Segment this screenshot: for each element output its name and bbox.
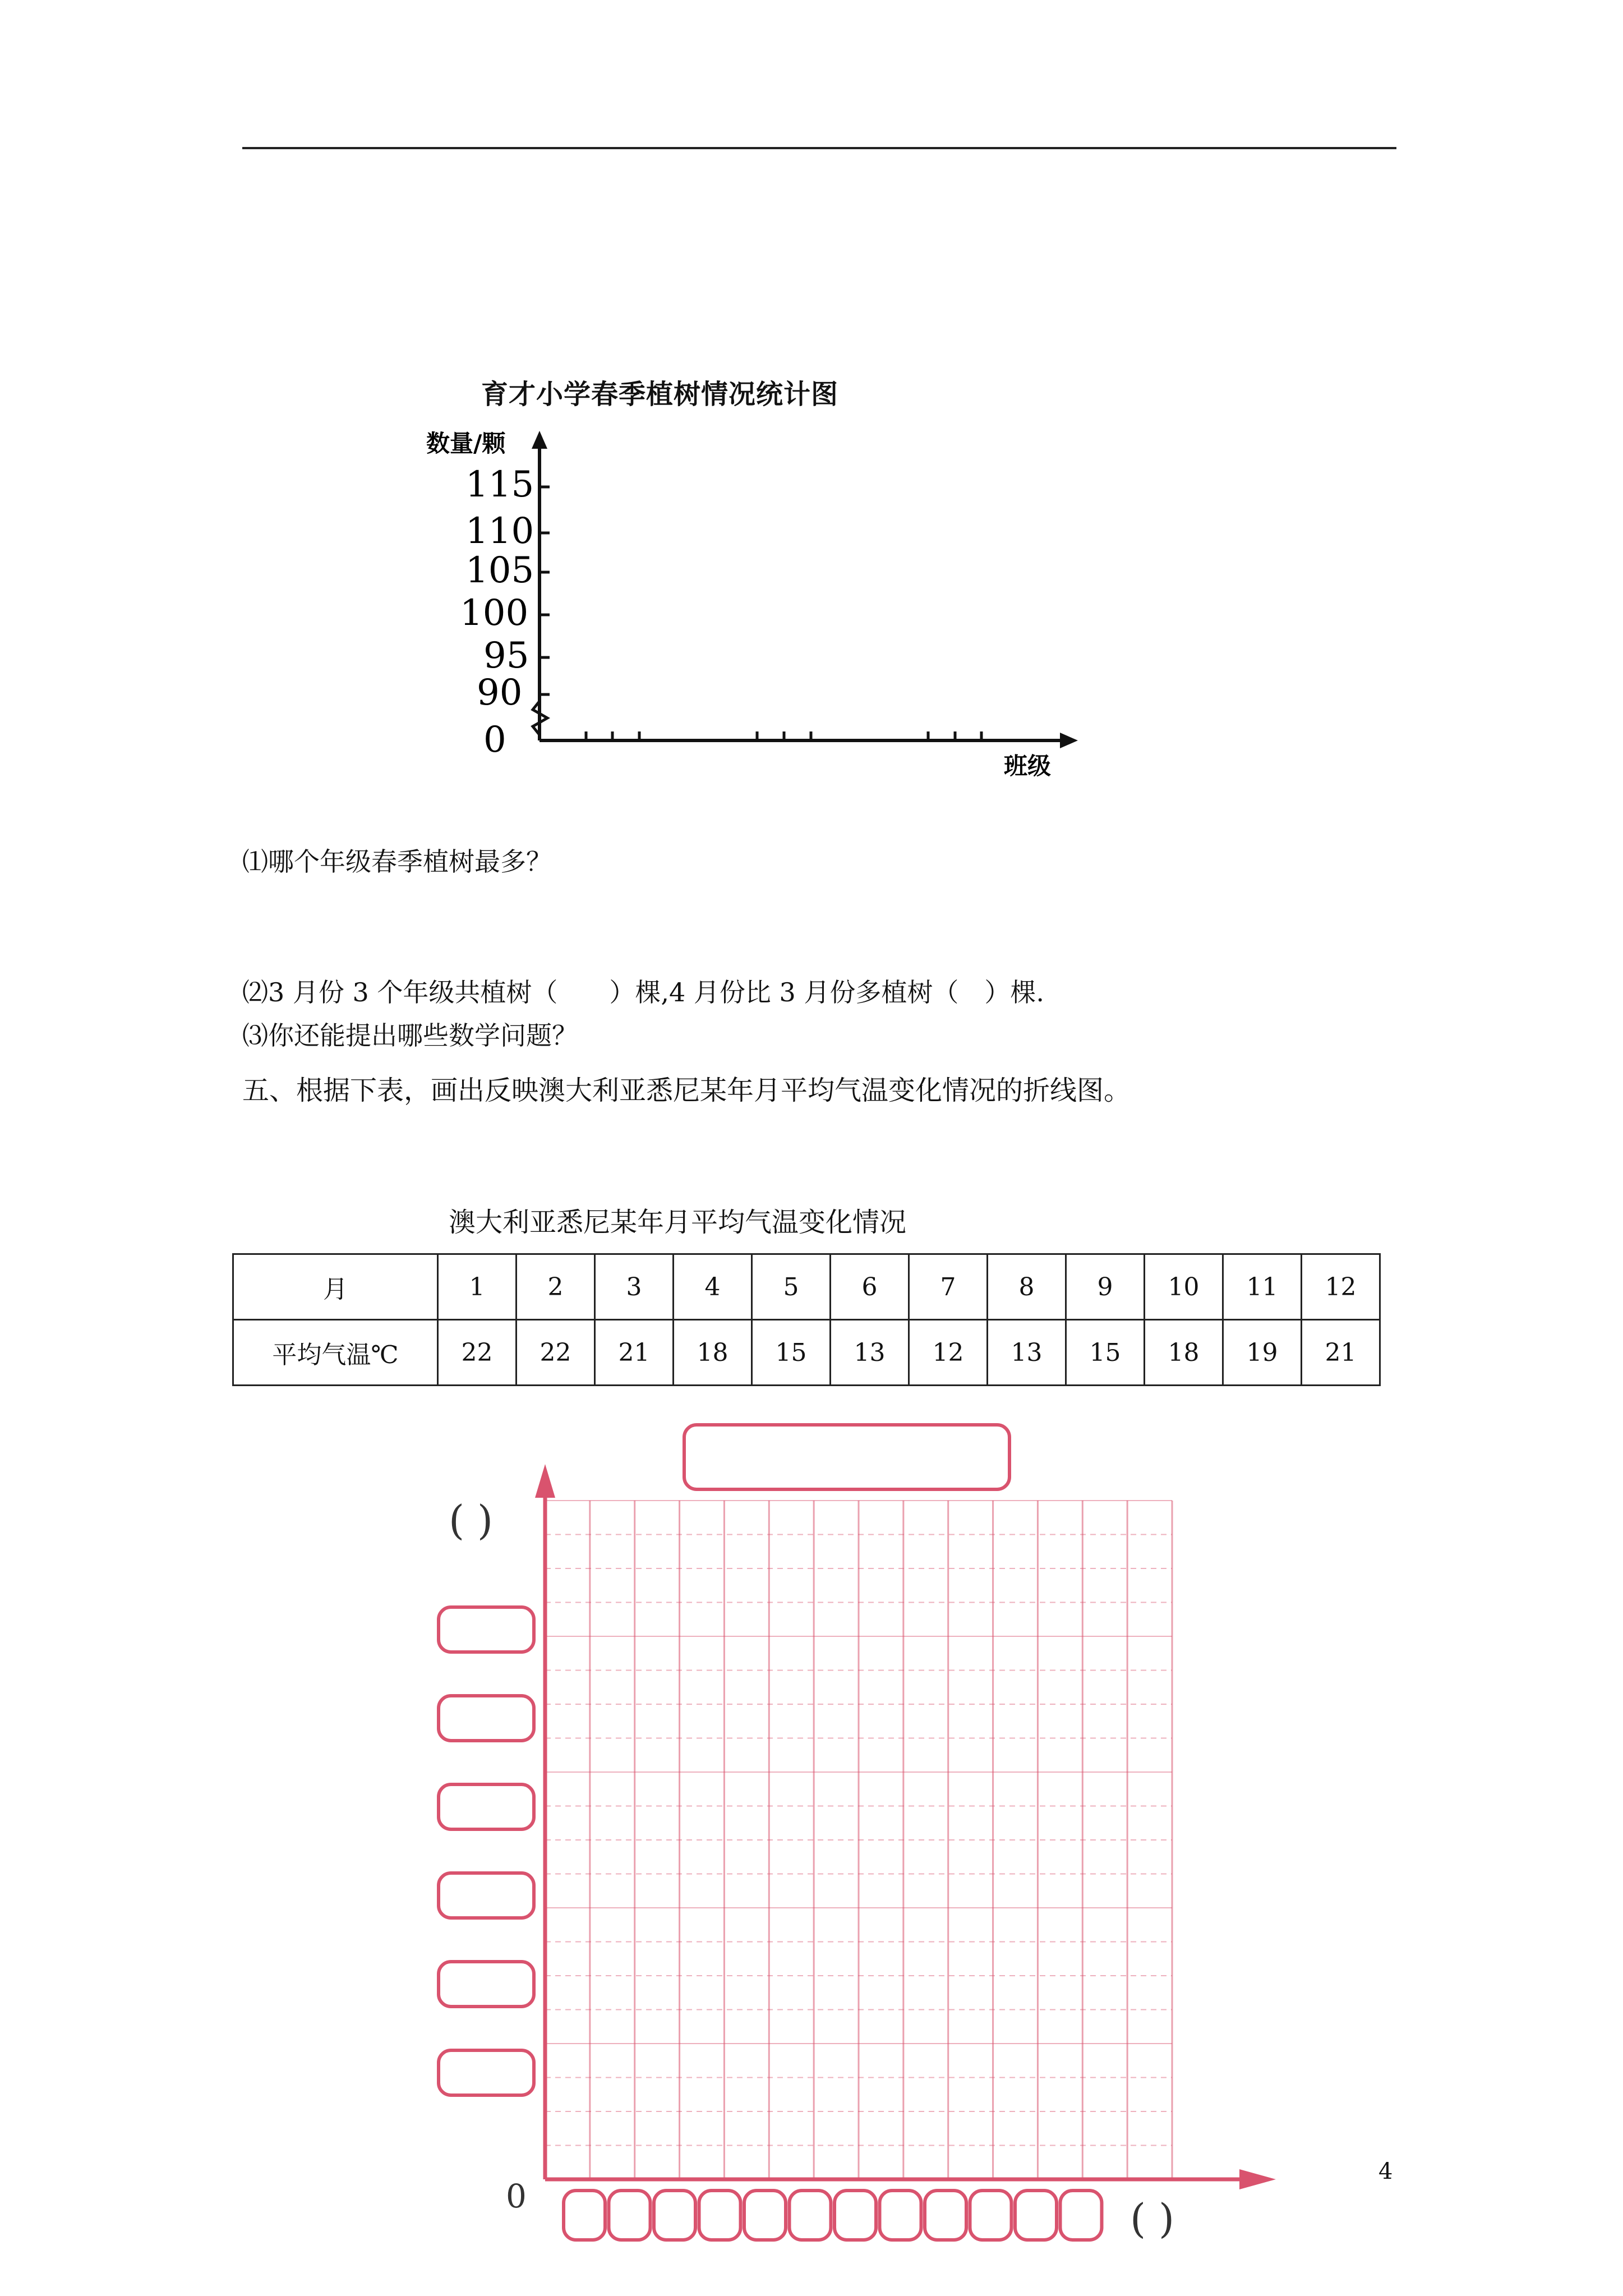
x-value-box[interactable] (1061, 2191, 1102, 2240)
grid-zero-label: 0 (506, 2177, 527, 2215)
grid-lines (545, 1501, 1172, 2179)
table-cell: 6 (831, 1254, 909, 1320)
table-cell: 22 (438, 1320, 517, 1386)
header-rule (242, 147, 1396, 149)
table-cell: 18 (1145, 1320, 1223, 1386)
tree-planting-chart (415, 426, 1088, 797)
table-cell: 4 (674, 1254, 752, 1320)
x-value-box[interactable] (1015, 2191, 1057, 2240)
section-5-instruction: 五、根据下表，画出反映澳大利亚悉尼某年月平均气温变化情况的折线图。 (242, 1075, 1131, 1106)
table-row-months (233, 1254, 1380, 1320)
chart1-y-tick-115: 115 (465, 464, 534, 505)
y-value-box[interactable] (439, 1696, 534, 1741)
chart1-zero-label: 0 (483, 719, 506, 761)
table-cell: 21 (595, 1320, 674, 1386)
chart1-title: 育才小学春季植树情况统计图 (481, 379, 839, 410)
x-label-boxes (564, 2191, 1102, 2240)
table-header-month: 月 (233, 1254, 438, 1320)
chart1-y-tick-90: 90 (477, 672, 523, 714)
y-value-box[interactable] (439, 2050, 534, 2095)
table-cell: 15 (1066, 1320, 1145, 1386)
chart1-y-tick-100: 100 (460, 592, 529, 634)
temperature-table (232, 1253, 1381, 1386)
page-number: 4 (1378, 2159, 1393, 2184)
x-value-box[interactable] (790, 2191, 831, 2240)
table-cell: 19 (1223, 1320, 1302, 1386)
chart1-y-tick-110: 110 (465, 510, 534, 552)
y-value-box[interactable] (439, 1607, 534, 1652)
table-cell: 21 (1302, 1320, 1380, 1386)
table-header-temp: 平均气温℃ (233, 1320, 438, 1386)
chart1-y-axis-label: 数量/颗 (426, 430, 506, 457)
chart-title-box[interactable] (684, 1425, 1009, 1489)
x-value-box[interactable] (834, 2191, 876, 2240)
table-cell: 18 (674, 1320, 752, 1386)
question-3: ⑶你还能提出哪些数学问题？ (242, 1020, 578, 1051)
chart1-x-axis-label: 班级 (1004, 752, 1052, 780)
x-value-box[interactable] (654, 2191, 695, 2240)
table-cell: 12 (909, 1320, 988, 1386)
question-2: ⑵3 月份 3 个年级共植树（ ）棵,4 月份比 3 月份多植树（ ）棵. (242, 977, 1045, 1007)
table-cell: 13 (831, 1320, 909, 1386)
table-cell: 10 (1145, 1254, 1223, 1320)
blank-line-chart-grid (415, 1414, 1312, 2255)
table-cell: 5 (752, 1254, 831, 1320)
table-cell: 8 (988, 1254, 1066, 1320)
chart1-y-arrow (532, 431, 547, 449)
table-caption: 澳大利亚悉尼某年月平均气温变化情况 (449, 1207, 907, 1238)
table-cell: 3 (595, 1254, 674, 1320)
chart1-y-tick-95: 95 (483, 635, 529, 677)
y-unit-placeholder: ( ) (449, 1497, 494, 1544)
table-cell: 9 (1066, 1254, 1145, 1320)
x-value-box[interactable] (744, 2191, 786, 2240)
table-cell: 2 (517, 1254, 595, 1320)
y-value-box[interactable] (439, 1784, 534, 1829)
table-cell: 13 (988, 1320, 1066, 1386)
y-value-box[interactable] (439, 1962, 534, 2007)
y-label-boxes (439, 1607, 534, 2095)
question-1: ⑴哪个年级春季植树最多？ (242, 846, 552, 877)
x-unit-placeholder: ( ) (1130, 2195, 1175, 2242)
table-cell: 12 (1302, 1254, 1380, 1320)
chart1-y-tick-105: 105 (465, 550, 534, 591)
x-value-box[interactable] (880, 2191, 921, 2240)
x-value-box[interactable] (699, 2191, 741, 2240)
x-value-box[interactable] (970, 2191, 1012, 2240)
grid-x-arrow (1239, 2169, 1276, 2189)
table-cell: 1 (438, 1254, 517, 1320)
table-cell: 22 (517, 1320, 595, 1386)
table-cell: 11 (1223, 1254, 1302, 1320)
x-value-box[interactable] (925, 2191, 966, 2240)
table-cell: 7 (909, 1254, 988, 1320)
grid-y-arrow (535, 1464, 555, 1498)
table-row-temps (233, 1320, 1380, 1386)
x-value-box[interactable] (564, 2191, 605, 2240)
table-cell: 15 (752, 1320, 831, 1386)
y-value-box[interactable] (439, 1873, 534, 1918)
x-value-box[interactable] (609, 2191, 651, 2240)
chart1-x-arrow (1060, 733, 1078, 748)
